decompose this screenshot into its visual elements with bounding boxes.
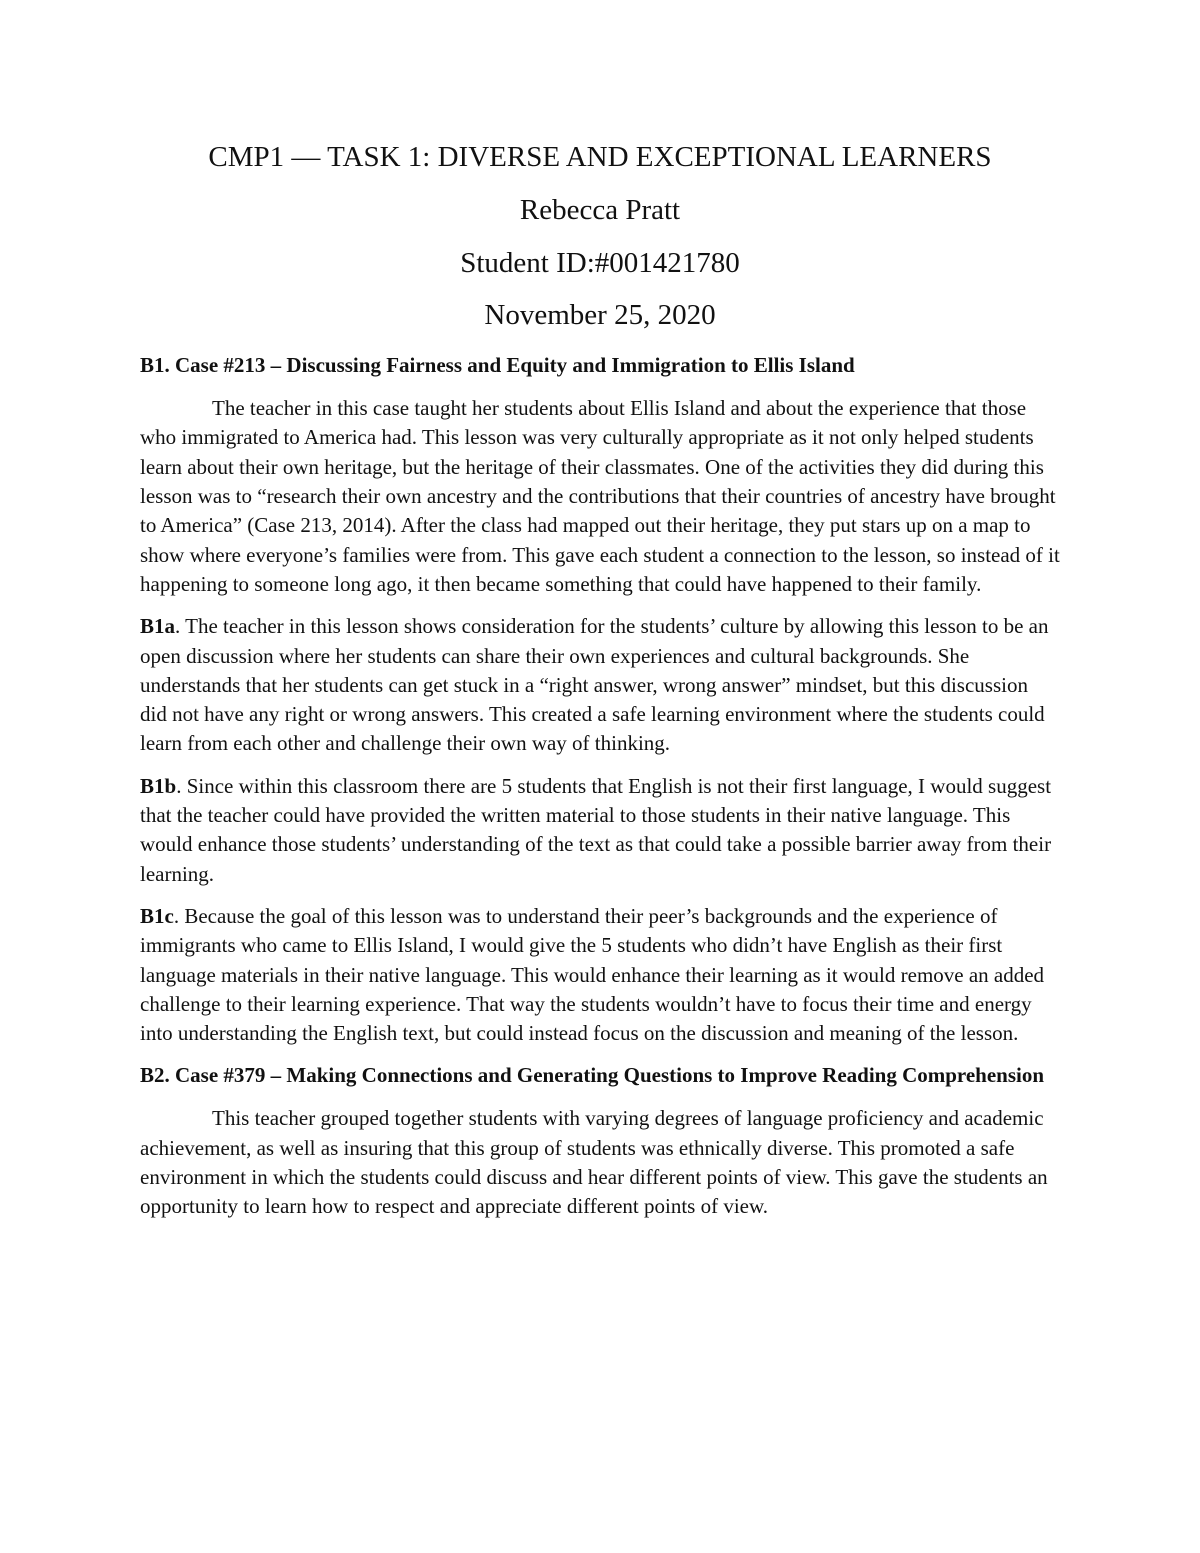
author-name: Rebecca Pratt (519, 193, 681, 226)
text-b1a: . The teacher in this lesson shows consideration for the students’ culture by allowing this lesson to be an open discussion where her students can share their own experiences and cultural backgrounds. She understands that her students can get stuck in a “right answer, wrong answer” mindset, but this discussion did not have any right or wrong answers. This created a safe learning environment where the students could learn from each other and challenge their own way of thinking. (140, 614, 1049, 756)
label-b1a: B1a (140, 614, 176, 639)
text-b1c: . Because the goal of this lesson was to understand their peer’s backgrounds and the experience of immigrants who came to Ellis Island, I would give the 5 students who didn’t have English as their first language materials in their native language. This would enhance their learning as it would remove an added challenge to their learning experience. That way the students wouldn’t have to focus their time and energy into understanding the English text, but could instead focus on the discussion and meaning of the lesson. (140, 903, 1045, 1046)
document-date: November 25, 2020 (484, 299, 716, 332)
paragraph-b1a (140, 612, 1060, 758)
document-title: CMP1 — TASK 1: DIVERSE AND EXCEPTIONAL LEARNERS (208, 141, 992, 173)
paragraph-b1c (140, 902, 1060, 1048)
paragraph-b2: This teacher grouped together students with varying degrees of language proficiency and academic achievement, as well as insuring that this group of students was ethnically diverse. This promoted a safe environment in which the students could discuss and hear different points of view. This gave the students an opportunity to learn how to respect and appreciate different points of view. (140, 1106, 1048, 1219)
title-block (140, 140, 1060, 333)
section-heading-b1: B1. Case #213 – Discussing Fairness and Equity and Immigration to Ellis Island (140, 353, 855, 378)
label-b1b: B1b (140, 773, 177, 798)
section-heading-b2: B2. Case #379 – Making Connections and Generating Questions to Improve Reading Comprehension (140, 1063, 1045, 1088)
paragraph-b1b (140, 772, 1060, 889)
text-b1b: . Since within this classroom there are 5 students that English is not their first language, I would suggest that the teacher could have provided the written material to those students in their native language. This would enhance those students’ understanding of the text as that could take a possible barrier away from their learning. (140, 773, 1052, 886)
document-page (140, 140, 1060, 1235)
student-id: Student ID:#001421780 (460, 246, 740, 279)
paragraph-b1: The teacher in this case taught her students about Ellis Island and about the experience that those who immigrated to America had. This lesson was very culturally appropriate as it not only helped students learn about their own heritage, but the heritage of their classmates. One of the activities they did during this lesson was to “research their own ancestry and the contributions that their countries of ancestry have brought to America” (Case 213, 2014). After the class had mapped out their heritage, they put stars up on a map to show where everyone’s families were from. This gave each student a connection to the lesson, so instead of it happening to someone long ago, it then became something that could have happened to their family. (140, 396, 1060, 596)
label-b1c: B1c (140, 903, 174, 928)
